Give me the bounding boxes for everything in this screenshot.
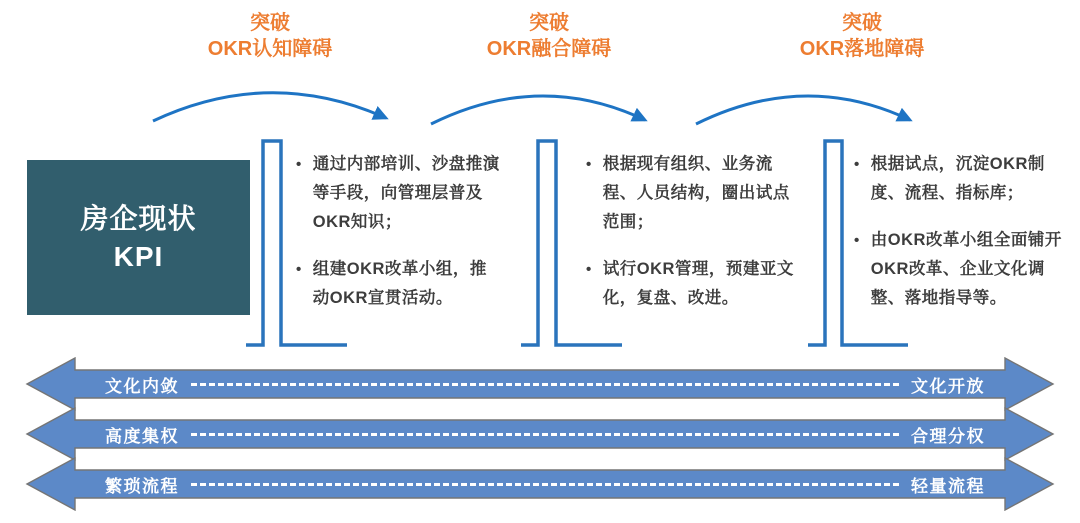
- stage-3-bullet-1: 根据试点，沉淀OKR制度、流程、指标库；: [870, 155, 1045, 202]
- transition-arrow-authority: [25, 407, 1055, 461]
- stage-1-header-line2: OKR认知障碍: [207, 38, 333, 60]
- stage-2-header-line1: 突破: [528, 12, 569, 34]
- axis-right-label: 轻量流程: [911, 476, 985, 496]
- stage-2-bullet-1: 根据现有组织、业务流程、人员结构，圈出试点范围；: [602, 155, 790, 231]
- jump-arrow-2-icon: [431, 96, 645, 124]
- axis-left-label: 高度集权: [105, 426, 179, 446]
- stage-3-bullet-list: [854, 150, 1070, 331]
- jump-arrow-3-icon: [696, 96, 910, 124]
- dashed-line: [191, 433, 899, 436]
- stage-1-header-line1: 突破: [249, 12, 290, 34]
- kpi-current-state-box: [27, 160, 250, 315]
- jump-arrow-1-icon: [153, 93, 386, 121]
- list-item: [296, 255, 500, 313]
- bullet-dot-icon: •: [296, 156, 302, 173]
- bullet-dot-icon: •: [586, 261, 592, 278]
- stage-1-header: [208, 10, 332, 62]
- stage-2-bullet-2: 试行OKR管理，预建亚文化，复盘、改进。: [602, 260, 794, 307]
- transition-arrow-culture: [25, 357, 1055, 411]
- transition-arrow-authority-labels: [105, 407, 985, 461]
- stage-3-header-line1: 突破: [841, 12, 882, 34]
- axis-left-label: 文化内敛: [105, 376, 179, 396]
- kpi-box-line1: 房企现状: [80, 202, 197, 234]
- transition-arrow-process: [25, 457, 1055, 511]
- stage-2-bullet-list: [586, 150, 798, 331]
- kpi-box-line2: KPI: [113, 240, 164, 272]
- axis-right-label: 文化开放: [911, 376, 985, 396]
- dashed-line: [191, 483, 899, 486]
- stage-3-header: [800, 10, 924, 62]
- list-item: [854, 150, 1070, 208]
- bullet-dot-icon: •: [296, 261, 302, 278]
- stage-3-bullet-2: 由OKR改革小组全面铺开OKR改革、企业文化调整、落地指导等。: [870, 231, 1062, 307]
- list-item: [854, 226, 1070, 313]
- stage-1-bullet-2: 组建OKR改革小组，推动OKR宣贯活动。: [312, 260, 487, 307]
- dashed-line: [191, 383, 899, 386]
- stage-1-bullet-list: [296, 150, 500, 331]
- list-item: [586, 255, 798, 313]
- stage-2-header-line2: OKR融合障碍: [486, 38, 612, 60]
- bullet-dot-icon: •: [854, 156, 860, 173]
- stage-3-header-line2: OKR落地障碍: [799, 38, 925, 60]
- axis-right-label: 合理分权: [911, 426, 985, 446]
- list-item: [586, 150, 798, 237]
- transition-arrow-culture-labels: [105, 357, 985, 411]
- stage-1-bullet-1: 通过内部培训、沙盘推演等手段，向管理层普及OKR知识；: [312, 155, 500, 231]
- bullet-dot-icon: •: [586, 156, 592, 173]
- axis-left-label: 繁琐流程: [105, 476, 179, 496]
- bullet-dot-icon: •: [854, 232, 860, 249]
- transition-arrow-process-labels: [105, 457, 985, 511]
- stage-2-header: [487, 10, 611, 62]
- list-item: [296, 150, 500, 237]
